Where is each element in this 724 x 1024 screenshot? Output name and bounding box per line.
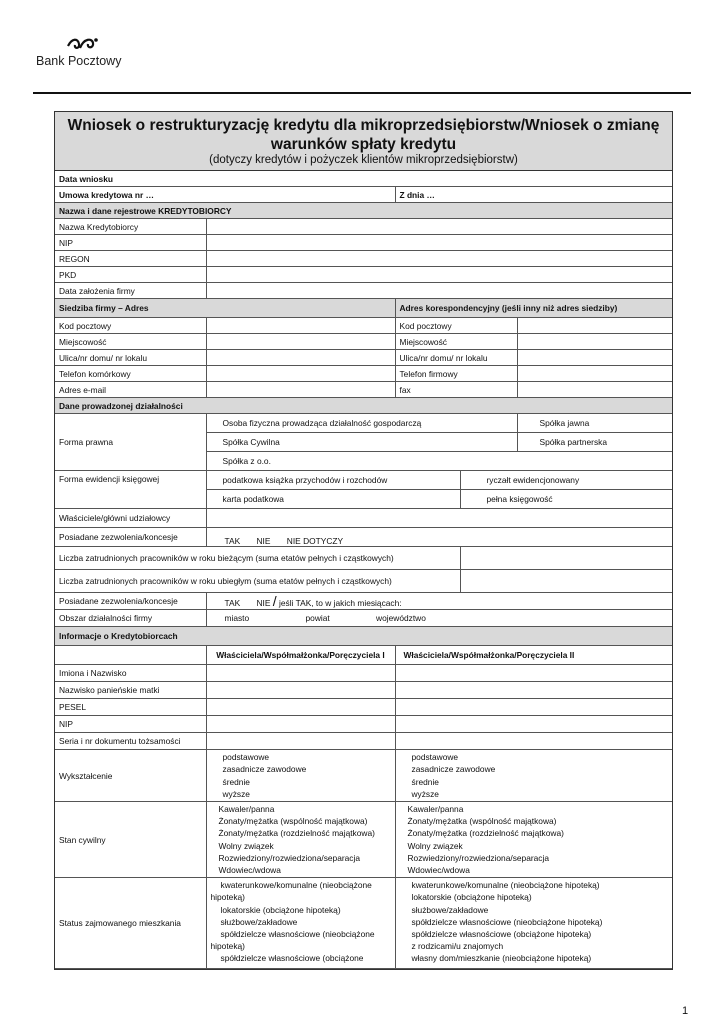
zatrudnienie-ubiegly-label: Liczba zatrudnionych pracowników w roku ubiegłym (suma etatów pełnych i cząstkowych): [55, 570, 460, 593]
option-tak[interactable]: TAK: [224, 536, 241, 546]
option-spolka-jawna[interactable]: Spółka jawna: [517, 414, 672, 433]
stan-cywilny-label: Stan cywilny: [55, 802, 206, 878]
reg-input[interactable]: [206, 267, 672, 283]
blank-header-cell: [55, 646, 206, 665]
option-nie[interactable]: NIE: [256, 598, 271, 608]
option-powiat[interactable]: powiat: [305, 613, 330, 623]
reg-label: NIP: [55, 235, 206, 251]
obszar-options: [206, 610, 672, 627]
status-mieszkania-label: Status zajmowanego mieszkania: [55, 878, 206, 969]
option-spoldzielcze-nieobc[interactable]: spółdzielcze własnościowe (nieobciążone: [220, 929, 375, 940]
option-kwaterunkowe-cont: hipoteką): [210, 892, 245, 903]
form-title-box: [55, 112, 672, 171]
wyksztalcenie-label: Wykształcenie: [55, 750, 206, 802]
person-label: Seria i nr dokumentu tożsamości: [55, 733, 206, 750]
option-lokatorskie[interactable]: lokatorskie (obciążone hipoteką): [411, 892, 532, 903]
option-nie[interactable]: NIE: [256, 536, 271, 546]
person2-input[interactable]: [395, 733, 672, 750]
option-spolka-cywilna[interactable]: Spółka Cywilna: [206, 433, 517, 452]
option-z-rodzicami[interactable]: z rodzicami/u znajomych: [411, 941, 504, 952]
option-rozwiedziony[interactable]: Rozwiedziony/rozwiedziona/separacja: [218, 852, 361, 863]
forma-prawna-label: Forma prawna: [55, 414, 206, 471]
zatrudnienie-biezacy-input[interactable]: [460, 547, 672, 570]
addr-label: Miejscowość: [55, 334, 206, 350]
stan-cywilny-options-1: [206, 802, 395, 878]
option-kwaterunkowe[interactable]: kwaterunkowe/komunalne (nieobciążone: [220, 880, 372, 891]
option-wolny-zwiazek[interactable]: Wolny związek: [407, 840, 463, 851]
person1-input[interactable]: [206, 733, 395, 750]
addr-label: Ulica/nr domu/ nr lokalu: [55, 350, 206, 366]
addr-input[interactable]: [206, 318, 395, 334]
option-zasadnicze[interactable]: zasadnicze zawodowe: [411, 764, 496, 775]
option-kawaler[interactable]: Kawaler/panna: [218, 804, 275, 814]
application-form: [54, 111, 673, 970]
reg-input[interactable]: [206, 219, 672, 235]
option-spoldzielcze-nieobc-cont: hipoteką): [210, 941, 245, 952]
addr2-input[interactable]: [517, 350, 672, 366]
addr-input[interactable]: [206, 334, 395, 350]
addr2-input[interactable]: [517, 334, 672, 350]
option-spolka-partnerska[interactable]: Spółka partnerska: [517, 433, 672, 452]
status-mieszkania-options-1: [206, 878, 395, 969]
wyksztalcenie-options-2: [395, 750, 672, 802]
jesli-tak-label: jeśli TAK, to w jakich miesiącach:: [279, 598, 402, 608]
option-kwaterunkowe[interactable]: kwaterunkowe/komunalne (nieobciążone hipoteką): [411, 880, 600, 891]
form-subtitle: (dotyczy kredytów i pożyczek klientów mikroprzedsiębiorstw): [209, 154, 518, 166]
option-srednie[interactable]: średnie: [411, 776, 439, 787]
option-wlasny-dom[interactable]: własny dom/mieszkanie (nieobciążone hipoteką): [411, 953, 592, 964]
person1-input[interactable]: [206, 699, 395, 716]
option-srednie[interactable]: średnie: [222, 776, 250, 787]
section-siedziba: Siedziba firmy – Adres: [55, 299, 395, 318]
person1-input[interactable]: [206, 665, 395, 682]
reg-input[interactable]: [206, 251, 672, 267]
status-mieszkania-options-2: [395, 878, 672, 969]
person2-input[interactable]: [395, 716, 672, 733]
option-wdowiec[interactable]: Wdowiec/wdowa: [218, 865, 281, 876]
wlasciciele-label: Właściciele/główni udziałowcy: [55, 509, 206, 528]
addr2-label: Telefon firmowy: [395, 366, 517, 382]
reg-label: Data założenia firmy: [55, 283, 206, 299]
section-nazwa: Nazwa i dane rejestrowe KREDYTOBIORCY: [55, 203, 672, 219]
reg-label: Nazwa Kredytobiorcy: [55, 219, 206, 235]
option-ryczalt[interactable]: ryczałt ewidencjonowany: [460, 471, 672, 490]
option-rozdzielnosc[interactable]: Żonaty/mężatka (rozdzielność majątkowa): [407, 828, 564, 839]
option-karta-podatkowa[interactable]: karta podatkowa: [206, 490, 460, 509]
addr2-input[interactable]: [517, 366, 672, 382]
section-dzialalnosc: Dane prowadzonej działalności: [55, 398, 672, 414]
option-spoldzielcze-obc[interactable]: spółdzielcze własnościowe (obciążone: [220, 953, 364, 964]
section-info-kredytobiorcy: Informacje o Kredytobiorcach: [55, 627, 672, 646]
page-number: 1: [682, 1005, 689, 1017]
zezwolenia2-options: [206, 593, 672, 610]
addr2-label: Ulica/nr domu/ nr lokalu: [395, 350, 517, 366]
option-wspolnosc[interactable]: Żonaty/mężatka (wspólność majątkowa): [407, 816, 557, 827]
addr2-input[interactable]: [517, 382, 672, 398]
slash-mark: /: [272, 593, 277, 609]
person2-input[interactable]: [395, 699, 672, 716]
person2-input[interactable]: [395, 665, 672, 682]
header-rule: [33, 92, 691, 94]
addr-label: Telefon komórkowy: [55, 366, 206, 382]
person1-input[interactable]: [206, 716, 395, 733]
zatrudnienie-biezacy-label: Liczba zatrudnionych pracowników w roku bieżącym (suma etatów pełnych i cząstkowych): [55, 547, 460, 570]
person2-input[interactable]: [395, 682, 672, 699]
reg-input[interactable]: [206, 235, 672, 251]
forma-ewidencji-label: Forma ewidencji księgowej: [55, 471, 206, 509]
bank-name: Bank Pocztowy: [36, 54, 122, 68]
option-sluzbowe[interactable]: służbowe/zakładowe: [220, 916, 298, 927]
addr-label: Kod pocztowy: [55, 318, 206, 334]
option-wspolnosc[interactable]: Żonaty/mężatka (wspólność majątkowa): [218, 816, 368, 827]
option-wolny-zwiazek[interactable]: Wolny związek: [218, 840, 274, 851]
data-wniosku-label[interactable]: Data wniosku: [55, 171, 672, 187]
reg-input[interactable]: [206, 283, 672, 299]
bank-logo: [36, 36, 146, 72]
wyksztalcenie-options-1: [206, 750, 395, 802]
option-sluzbowe[interactable]: służbowe/zakładowe: [411, 904, 489, 915]
col-poreczyciel-1: Właściciela/Współmałżonka/Poręczyciela I: [206, 646, 395, 665]
zatrudnienie-ubiegly-input[interactable]: [460, 570, 672, 593]
stan-cywilny-options-2: [395, 802, 672, 878]
bank-logo-icon: [66, 36, 100, 52]
person-label: PESEL: [55, 699, 206, 716]
option-spoldzielcze-nieobc[interactable]: spółdzielcze własnościowe (nieobciążone hipoteką): [411, 916, 603, 927]
person-label: Imiona i Nazwisko: [55, 665, 206, 682]
addr-label: Adres e-mail: [55, 382, 206, 398]
option-wyzsze[interactable]: wyższe: [222, 788, 250, 799]
option-miasto[interactable]: miasto: [224, 613, 250, 623]
option-osoba-fizyczna[interactable]: Osoba fizyczna prowadząca działalność gospodarczą: [206, 414, 517, 433]
addr-input[interactable]: [206, 366, 395, 382]
option-podstawowe[interactable]: podstawowe: [222, 752, 270, 763]
form-table: [55, 171, 672, 969]
addr2-label: fax: [395, 382, 517, 398]
zezwolenia-label: Posiadane zezwolenia/koncesje: [55, 528, 206, 547]
option-podstawowe[interactable]: podstawowe: [411, 752, 459, 763]
col-poreczyciel-2: Właściciela/Współmałżonka/Poręczyciela II: [395, 646, 672, 665]
option-wojewodztwo[interactable]: województwo: [376, 613, 426, 623]
reg-label: REGON: [55, 251, 206, 267]
form-title-line1: Wniosek o restrukturyzację kredytu dla mikroprzedsiębiorstw/Wniosek o zmianę: [67, 117, 660, 134]
addr-input[interactable]: [206, 350, 395, 366]
option-wyzsze[interactable]: wyższe: [411, 788, 439, 799]
option-rozdzielnosc[interactable]: Żonaty/mężatka (rozdzielność majątkowa): [218, 828, 375, 839]
addr-input[interactable]: [206, 382, 395, 398]
form-title-line2: warunków spłaty kredytu: [270, 136, 457, 153]
person1-input[interactable]: [206, 682, 395, 699]
z-dnia-field[interactable]: Z dnia …: [395, 187, 672, 203]
wlasciciele-input[interactable]: [206, 509, 672, 528]
reg-label: PKD: [55, 267, 206, 283]
addr2-label: Kod pocztowy: [395, 318, 517, 334]
option-nie-dotyczy[interactable]: NIE DOTYCZY: [286, 536, 344, 546]
option-zasadnicze[interactable]: zasadnicze zawodowe: [222, 764, 307, 775]
option-kawaler[interactable]: Kawaler/panna: [407, 804, 464, 814]
option-spoldzielcze-obc[interactable]: spółdzielcze własnościowe (obciążone hipoteką): [411, 929, 592, 940]
obszar-label: Obszar działalności firmy: [55, 610, 206, 627]
section-korespondencja: Adres korespondencyjny (jeśli inny niż adres siedziby): [395, 299, 672, 318]
option-pelna-ksiegowosc[interactable]: pełna księgowość: [460, 490, 672, 509]
option-wdowiec[interactable]: Wdowiec/wdowa: [407, 865, 470, 876]
person-label: Nazwisko panieńskie matki: [55, 682, 206, 699]
addr2-label: Miejscowość: [395, 334, 517, 350]
option-tak[interactable]: TAK: [224, 598, 241, 608]
zezwolenia-options: [206, 528, 672, 547]
person-label: NIP: [55, 716, 206, 733]
addr2-input[interactable]: [517, 318, 672, 334]
option-lokatorskie[interactable]: lokatorskie (obciążone hipoteką): [220, 904, 341, 915]
option-rozwiedziony[interactable]: Rozwiedziony/rozwiedziona/separacja: [407, 852, 550, 863]
option-spolka-zoo[interactable]: Spółka z o.o.: [206, 452, 672, 471]
zezwolenia2-label: Posiadane zezwolenia/koncesje: [55, 593, 206, 610]
umowa-field[interactable]: Umowa kredytowa nr …: [55, 187, 395, 203]
option-kpir[interactable]: podatkowa książka przychodów i rozchodów: [206, 471, 460, 490]
